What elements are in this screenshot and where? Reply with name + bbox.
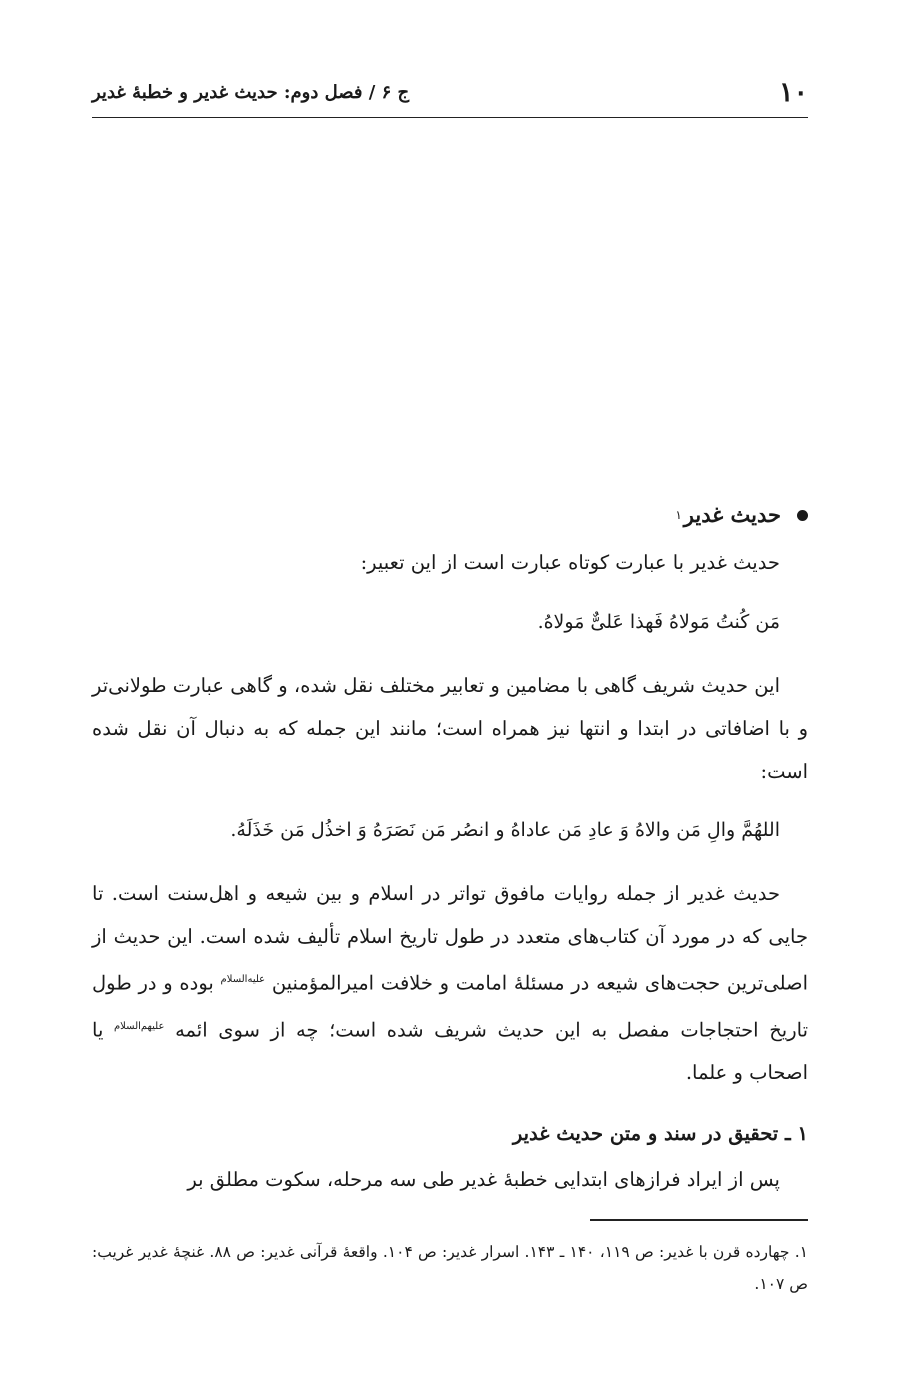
page-number: ۱۰ [778,76,808,108]
footnote-divider [590,1219,808,1221]
paragraph-tawatur: حدیث غدیر از جمله روایات مافوق تواتر در اسلام و بین شیعه و اهل‌سنت است. تا جایی که در مورد آن کتاب‌های متعدد در طول تاریخ اسلام تألیف شده است. این حدیث از اصلی‌ترین حجت‌های شیعه در مسئلهٔ امامت و خلافت امیرالمؤمنین $^{علیه‌السلام}$ بوده و در طول تاریخ احتجاجات مفصل به این حدیث شریف شده است؛ چه از سوی ائمه $^{علیهم‌السلام}$ یا اصحاب و علما. [92,882,809,1084]
subsection-heading: ۱ ـ تحقیق در سند و متن حدیث غدیر [512,1122,808,1145]
section-heading-text: حدیث غدیر [683,502,781,527]
hadith-quote: مَن کُنتُ مَولاهُ فَهذا عَلیٌّ مَولاهُ. [537,611,780,633]
header-divider [92,117,808,118]
running-header-title: ج ۶ / فصل دوم: حدیث غدیر و خطبهٔ غدیر [92,81,410,103]
footnote-marker[interactable]: ۱ [675,508,682,522]
paragraph-variants: این حدیث شریف گاهی با مضامین و تعابیر مختلف نقل شده، و گاهی عبارت طولانی‌تر و با اضافاتی در ابتدا و انتها نیز همراه است؛ مانند این جمله که به دنبال آن نقل شده است: [92,674,808,783]
footnote-block [92,1236,808,1300]
footnote-1: ۱. چهارده قرن با غدیر: ص ۱۱۹، ۱۴۰ ـ ۱۴۳. اسرار غدیر: ص ۱۰۴. واقعهٔ قرآنی غدیر: ص ۸۸. غنچهٔ غدیر غریب: ص ۱۰۷. [92,1243,808,1293]
section-heading [92,498,808,532]
honorific-mark: علیه‌السلام [220,974,266,985]
paragraph-continuation: پس از ایراد فرازهای ابتدایی خطبهٔ غدیر طی سه مرحله، سکوت مطلق بر [187,1168,780,1191]
running-header [92,72,808,112]
supplication-quote: اللهُمَّ والِ مَن والاهُ وَ عادِ مَن عاداهُ و انصُر مَن نَصَرَهُ وَ اخذُل مَن خَذَلَهُ. [230,819,780,841]
honorific-mark: علیهم‌السلام [113,1020,165,1032]
bullet-icon [797,510,808,521]
intro-paragraph: حدیث غدیر با عبارت کوتاه عبارت است از این تعبیر: [360,551,780,574]
